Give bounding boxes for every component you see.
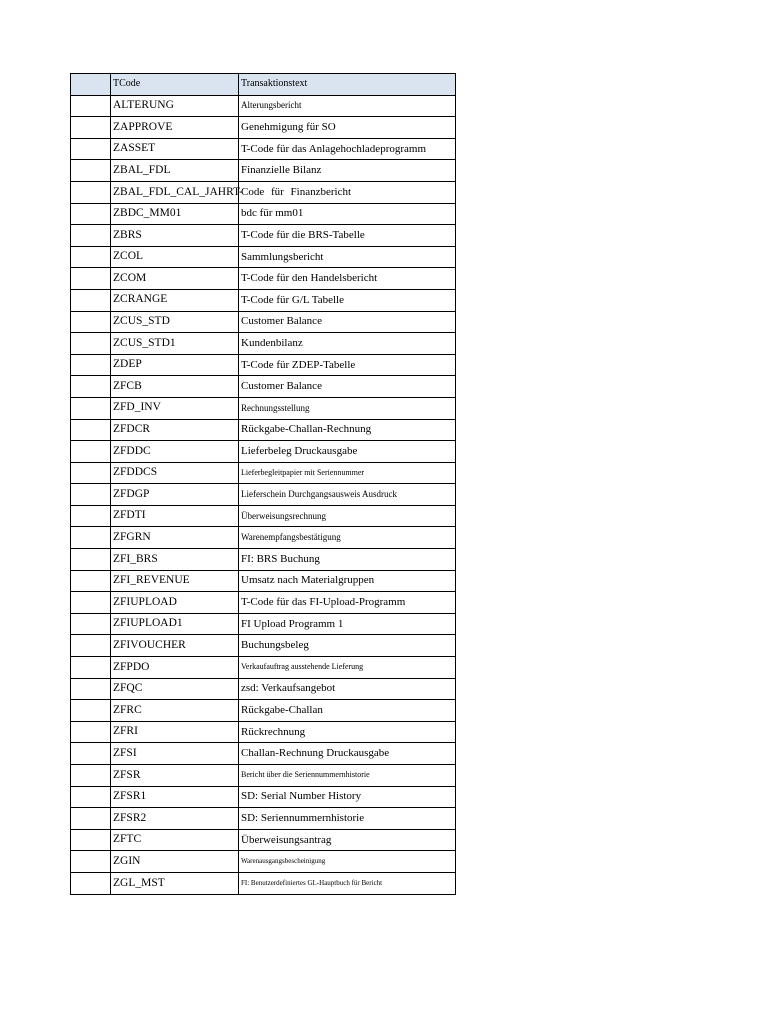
table-row <box>71 419 456 441</box>
tcode-cell: ZCOL <box>111 246 239 268</box>
row-blank-cell <box>71 851 111 873</box>
tcode-cell: ZFRI <box>111 721 239 743</box>
row-blank-cell <box>71 808 111 830</box>
row-blank-cell <box>71 829 111 851</box>
row-blank-cell <box>71 743 111 765</box>
tcode-cell: ZFIUPLOAD <box>111 592 239 614</box>
row-blank-cell <box>71 117 111 139</box>
transaktionstext-cell: T-Code für ZDEP-Tabelle <box>239 354 456 376</box>
table-row <box>71 181 456 203</box>
table-row <box>71 592 456 614</box>
row-blank-cell <box>71 333 111 355</box>
transaktionstext-cell: Verkaufauftrag ausstehende Lieferung <box>239 657 456 679</box>
tcode-cell: ZFDDC <box>111 441 239 463</box>
transaktionstext-cell: Customer Balance <box>239 311 456 333</box>
header-blank-cell <box>71 74 111 96</box>
tcode-table <box>70 73 456 895</box>
tcode-cell: ZBRS <box>111 225 239 247</box>
tcode-cell: ZBAL_FDL <box>111 160 239 182</box>
row-blank-cell <box>71 505 111 527</box>
row-blank-cell <box>71 700 111 722</box>
table-row <box>71 635 456 657</box>
row-blank-cell <box>71 872 111 894</box>
table-row <box>71 829 456 851</box>
transaktionstext-cell: FI Upload Programm 1 <box>239 613 456 635</box>
row-blank-cell <box>71 549 111 571</box>
transaktionstext-cell: Überweisungsrechnung <box>239 505 456 527</box>
tcode-cell: ZCUS_STD <box>111 311 239 333</box>
table-row <box>71 570 456 592</box>
table-row <box>71 246 456 268</box>
row-blank-cell <box>71 527 111 549</box>
tcode-cell: ZFTC <box>111 829 239 851</box>
table-row <box>71 700 456 722</box>
tcode-cell: ZCRANGE <box>111 289 239 311</box>
tcode-cell: ZCUS_STD1 <box>111 333 239 355</box>
transaktionstext-cell: Überweisungsantrag <box>239 829 456 851</box>
transaktionstext-cell: Code für Finanzbericht <box>239 181 456 203</box>
table-row <box>71 376 456 398</box>
row-blank-cell <box>71 138 111 160</box>
table-row <box>71 441 456 463</box>
row-blank-cell <box>71 786 111 808</box>
transaktionstext-cell: Lieferschein Durchgangsausweis Ausdruck <box>239 484 456 506</box>
header-tcode: TCode <box>111 74 239 96</box>
table-row <box>71 743 456 765</box>
transaktionstext-cell: T-Code für das FI-Upload-Programm <box>239 592 456 614</box>
table-header-row <box>71 74 456 96</box>
tcode-cell: ZAPPROVE <box>111 117 239 139</box>
table-row <box>71 786 456 808</box>
row-blank-cell <box>71 765 111 787</box>
table-row <box>71 808 456 830</box>
row-blank-cell <box>71 441 111 463</box>
table-row <box>71 613 456 635</box>
row-blank-cell <box>71 376 111 398</box>
table-row <box>71 765 456 787</box>
row-blank-cell <box>71 462 111 484</box>
transaktionstext-cell: T-Code für das Anlagehochladeprogramm <box>239 138 456 160</box>
transaktionstext-cell: Rückrechnung <box>239 721 456 743</box>
transaktionstext-cell: T-Code für die BRS-Tabelle <box>239 225 456 247</box>
table-row <box>71 462 456 484</box>
table-row <box>71 397 456 419</box>
transaktionstext-cell: Alterungsbericht <box>239 95 456 117</box>
transaktionstext-cell: Sammlungsbericht <box>239 246 456 268</box>
table-row <box>71 117 456 139</box>
tcode-cell: ZFSR2 <box>111 808 239 830</box>
row-blank-cell <box>71 657 111 679</box>
tcode-cell: ALTERUNG <box>111 95 239 117</box>
row-blank-cell <box>71 570 111 592</box>
tcode-cell: ZCOM <box>111 268 239 290</box>
table-row <box>71 311 456 333</box>
row-blank-cell <box>71 419 111 441</box>
tcode-cell: ZBDC_MM01 <box>111 203 239 225</box>
table-row <box>71 268 456 290</box>
tcode-cell: ZGIN <box>111 851 239 873</box>
row-blank-cell <box>71 203 111 225</box>
table-row <box>71 505 456 527</box>
transaktionstext-cell: Buchungsbeleg <box>239 635 456 657</box>
table-row <box>71 678 456 700</box>
transaktionstext-cell: FI: Benutzerdefiniertes GL-Hauptbuch für Bericht <box>239 872 456 894</box>
row-blank-cell <box>71 181 111 203</box>
table-row <box>71 95 456 117</box>
transaktionstext-cell: zsd: Verkaufsangebot <box>239 678 456 700</box>
transaktionstext-cell: Lieferbegleitpapier mit Seriennummer <box>239 462 456 484</box>
tcode-cell: ZFSR1 <box>111 786 239 808</box>
tcode-cell: ZFDGP <box>111 484 239 506</box>
tcode-cell: ZFSI <box>111 743 239 765</box>
tcode-cell: ZFDCR <box>111 419 239 441</box>
header-transaktionstext: Transaktionstext <box>239 74 456 96</box>
transaktionstext-cell: Challan-Rechnung Druckausgabe <box>239 743 456 765</box>
table-row <box>71 851 456 873</box>
tcode-cell: ZFI_REVENUE <box>111 570 239 592</box>
row-blank-cell <box>71 354 111 376</box>
row-blank-cell <box>71 289 111 311</box>
table-row <box>71 527 456 549</box>
transaktionstext-cell: Warenausgangsbescheinigung <box>239 851 456 873</box>
tcode-cell: ZASSET <box>111 138 239 160</box>
tcode-cell: ZBAL_FDL_CAL_JAHRT- <box>111 181 239 203</box>
table-row <box>71 289 456 311</box>
transaktionstext-cell: Kundenbilanz <box>239 333 456 355</box>
table-row <box>71 657 456 679</box>
tcode-cell: ZFDDCS <box>111 462 239 484</box>
tcode-cell: ZDEP <box>111 354 239 376</box>
table-row <box>71 872 456 894</box>
row-blank-cell <box>71 95 111 117</box>
row-blank-cell <box>71 678 111 700</box>
tcode-cell: ZFSR <box>111 765 239 787</box>
table-row <box>71 138 456 160</box>
tcode-cell: ZFGRN <box>111 527 239 549</box>
transaktionstext-cell: Finanzielle Bilanz <box>239 160 456 182</box>
table-row <box>71 549 456 571</box>
row-blank-cell <box>71 397 111 419</box>
transaktionstext-cell: Umsatz nach Materialgruppen <box>239 570 456 592</box>
table-row <box>71 203 456 225</box>
table-row <box>71 225 456 247</box>
tcode-cell: ZFIUPLOAD1 <box>111 613 239 635</box>
tcode-cell: ZFCB <box>111 376 239 398</box>
row-blank-cell <box>71 484 111 506</box>
transaktionstext-cell: Warenempfangsbestätigung <box>239 527 456 549</box>
transaktionstext-cell: bdc für mm01 <box>239 203 456 225</box>
tcode-cell: ZFIVOUCHER <box>111 635 239 657</box>
tcode-cell: ZFPDO <box>111 657 239 679</box>
tcode-cell: ZFD_INV <box>111 397 239 419</box>
table-row <box>71 354 456 376</box>
row-blank-cell <box>71 246 111 268</box>
transaktionstext-cell: T-Code für den Handelsbericht <box>239 268 456 290</box>
transaktionstext-cell: T-Code für G/L Tabelle <box>239 289 456 311</box>
tcode-cell: ZFI_BRS <box>111 549 239 571</box>
transaktionstext-cell: Bericht über die Seriennummernhistorie <box>239 765 456 787</box>
table-row <box>71 484 456 506</box>
row-blank-cell <box>71 592 111 614</box>
row-blank-cell <box>71 721 111 743</box>
row-blank-cell <box>71 635 111 657</box>
row-blank-cell <box>71 613 111 635</box>
row-blank-cell <box>71 311 111 333</box>
table-row <box>71 160 456 182</box>
table-row <box>71 333 456 355</box>
tcode-cell: ZFDTI <box>111 505 239 527</box>
transaktionstext-cell: SD: Seriennummernhistorie <box>239 808 456 830</box>
transaktionstext-cell: Customer Balance <box>239 376 456 398</box>
transaktionstext-cell: Rechnungsstellung <box>239 397 456 419</box>
transaktionstext-cell: Rückgabe-Challan-Rechnung <box>239 419 456 441</box>
tcode-cell: ZFQC <box>111 678 239 700</box>
tcode-cell: ZFRC <box>111 700 239 722</box>
transaktionstext-cell: Lieferbeleg Druckausgabe <box>239 441 456 463</box>
transaktionstext-cell: Rückgabe-Challan <box>239 700 456 722</box>
transaktionstext-cell: Genehmigung für SO <box>239 117 456 139</box>
transaktionstext-cell: SD: Serial Number History <box>239 786 456 808</box>
row-blank-cell <box>71 225 111 247</box>
row-blank-cell <box>71 268 111 290</box>
tcode-table-container <box>70 73 455 895</box>
transaktionstext-cell: FI: BRS Buchung <box>239 549 456 571</box>
row-blank-cell <box>71 160 111 182</box>
tcode-cell: ZGL_MST <box>111 872 239 894</box>
table-row <box>71 721 456 743</box>
